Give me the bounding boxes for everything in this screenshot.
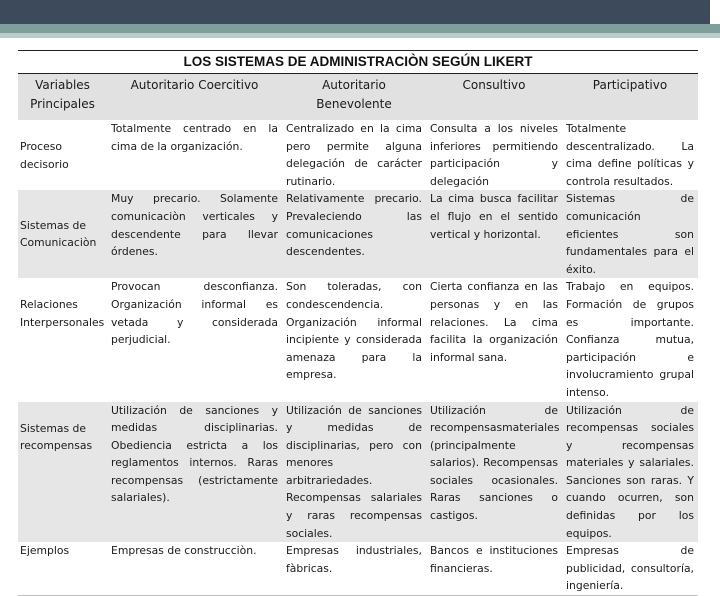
cell-consultivo: La cima busca facilitar el flujo en el sentido vertical y horizontal. [426, 190, 562, 278]
cell-autoritario-coercitivo: Muy precario. Solamente comunicaciòn verticales y descendente para llevar órdenes. [107, 190, 282, 278]
slide-content [18, 50, 698, 596]
cell-consultivo: Utilización de recompensasmateriales (principalmente salarios). Recompensas sociales ocasionales. Raras sanciones o castigos. [426, 402, 562, 543]
row-variable: Ejemplos [18, 542, 107, 595]
cell-autoritario-benevolente: Utilización de sanciones y medidas de disciplinarias, pero con menores arbitrariedades. Recompensas salariales y raras recompensas sociales. [282, 402, 426, 543]
header-variables: Variables Principales [18, 74, 107, 120]
row-variable: Sistemas de recompensas [18, 402, 107, 543]
likert-table [18, 74, 698, 596]
header-participativo: Participativo [562, 74, 698, 120]
table-title: LOS SISTEMAS DE ADMINISTRACIÒN SEGÚN LIKERT [18, 50, 698, 74]
row-variable: Sistemas de Comunicaciòn [18, 190, 107, 278]
cell-consultivo: Cierta confianza en las personas y en las relaciones. La cima facilita la organización informal sana. [430, 280, 558, 364]
row-variable: Relaciones Interpersonales [20, 298, 105, 329]
header-light-band [0, 33, 720, 38]
header-dark-band [0, 0, 710, 24]
cell-autoritario-benevolente: Son toleradas, con condescendencia. Organización informal incipiente y considerada amenaza para la empresa. [286, 280, 422, 382]
cell-consultivo: Bancos e instituciones financieras. [426, 542, 562, 595]
cell-participativo: Trabajo en equipos. Formación de grupos es importante. Confianza mutua, participación e involucramiento grupal intenso. [566, 280, 694, 399]
header-autoritario-coercitivo: Autoritario Coercitivo [107, 74, 282, 120]
cell-autoritario-coercitivo: Provocan desconfianza. Organización informal es vetada y considerada perjudicial. [111, 280, 278, 347]
header-consultivo: Consultivo [426, 74, 562, 120]
row-variable: Proceso decisorio [20, 140, 69, 171]
cell-autoritario-benevolente: Empresas industriales, fàbricas. [282, 542, 426, 595]
cell-autoritario-coercitivo: Empresas de construcciòn. [107, 542, 282, 595]
slide-header-bar [0, 0, 720, 22]
cell-autoritario-benevolente: Relativamente precario. Prevaleciendo las comunicaciones descendentes. [282, 190, 426, 278]
cell-participativo: Empresas de publicidad, consultoría, ingeniería. [562, 542, 698, 595]
cell-autoritario-coercitivo: Totalmente centrado en la cima de la organización. [111, 122, 278, 153]
table-row [18, 190, 698, 278]
table-row [18, 402, 698, 543]
header-row [18, 74, 698, 120]
table-row [18, 120, 698, 190]
table-row [18, 542, 698, 595]
cell-participativo: Totalmente descentralizado. La cima define políticas y controla resultados. [566, 122, 694, 188]
cell-consultivo: Consulta a los niveles inferiores permitiendo participación y delegación [430, 122, 558, 188]
cell-participativo: Utilización de recompensas sociales y recompensas materiales y salariales. Sanciones son raras. Y cuando ocurren, son definidas por los equipos. [562, 402, 698, 543]
header-accent-band [0, 24, 720, 33]
cell-autoritario-benevolente: Centralizado en la cima pero permite alguna delegación de carácter rutinario. [286, 122, 422, 188]
cell-autoritario-coercitivo: Utilización de sanciones y medidas disciplinarias. Obediencia estricta a los reglamentos internos. Raras recompensas (estrictamente salariales). [107, 402, 282, 543]
table-row [18, 278, 698, 401]
cell-participativo: Sistemas de comunicación eficientes son fundamentales para el éxito. [562, 190, 698, 278]
header-autoritario-benevolente: Autoritario Benevolente [282, 74, 426, 120]
